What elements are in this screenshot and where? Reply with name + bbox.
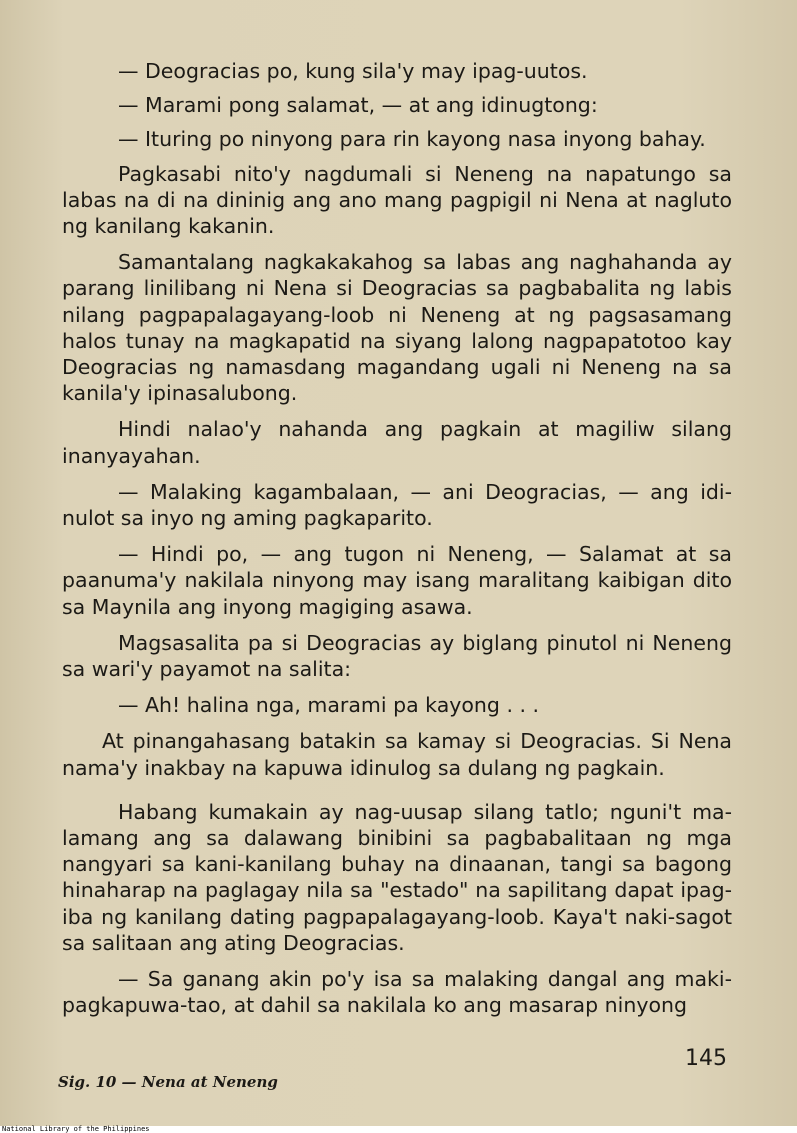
paragraph: — Marami pong salamat, — at ang idinugtong:	[118, 93, 598, 118]
paragraph: Pagkasabi nito'y nagdumali si Neneng na napatungo sa labas na di na dininig ang ano mang pagpigil ni Nena at nagluto ng kanilang kakanin.	[62, 161, 732, 239]
paragraph: Habang kumakain ay nag-uusap silang tatlo; nguni't ma-lamang ang sa dalawang binibini sa pagbabalitaan ng mga nangyari sa kani-kanilang buhay na dinaanan, tangi sa bagong hinaharap na paglagay nila sa "estado" na sapilitang dapat ipag-iba ng kanilang dating pagpapalagayang-loob. Kaya't naki-sagot sa salitaan ang ating Deogracias.	[62, 799, 732, 955]
paragraph: — Hindi po, — ang tugon ni Neneng, — Salamat at sa paanuma'y nakilala ninyong may isang maralitang kaibigan dito sa Maynila ang inyong magiging asawa.	[62, 542, 732, 619]
library-credit: National Library of the Philippines	[2, 1125, 150, 1133]
paragraph: — Ah! halina nga, marami pa kayong . . .	[118, 693, 540, 718]
paragraph: At pinangahasang batakin sa kamay si Deogracias. Si Nena nama'y inakbay na kapuwa idinulog sa dulang ng pagkain.	[62, 729, 732, 780]
page-number: 145	[685, 1046, 727, 1071]
paragraph: — Sa ganang akin po'y isa sa malaking dangal ang maki-pagkapuwa-tao, at dahil sa nakilala ko ang masarap ninyong	[62, 967, 732, 1018]
paragraph: Hindi nalao'y nahanda ang pagkain at magiliw silang inanyayahan.	[62, 417, 732, 468]
paragraph: — Ituring po ninyong para rin kayong nasa inyong bahay.	[118, 127, 706, 152]
paragraph-gap	[62, 791, 732, 799]
paragraph: Samantalang nagkakakahog sa labas ang naghahanda ay parang linilibang ni Nena si Deogracias sa pagbabalita ng labis nilang pagpapalagayang-loob ni Neneng at ng pagsasamang halos tunay na magkapatid na siyang lalong nagpapatotoo kay Deogracias ng namasdang magandang ugali ni Neneng na sa kanila'y ipinasalubong.	[62, 250, 732, 406]
body-text	[62, 58, 732, 1029]
paragraph: Magsasalita pa si Deogracias ay biglang pinutol ni Neneng sa wari'y payamot na salita:	[62, 630, 732, 682]
paragraph: — Deogracias po, kung sila'y may ipag-uutos.	[118, 59, 588, 83]
paragraph: — Malaking kagambalaan, — ani Deogracias, — ang idi-nulot sa inyo ng aming pagkaparito.	[62, 479, 732, 531]
printer-signature: Sig. 10 — Nena at Neneng	[58, 1073, 278, 1091]
